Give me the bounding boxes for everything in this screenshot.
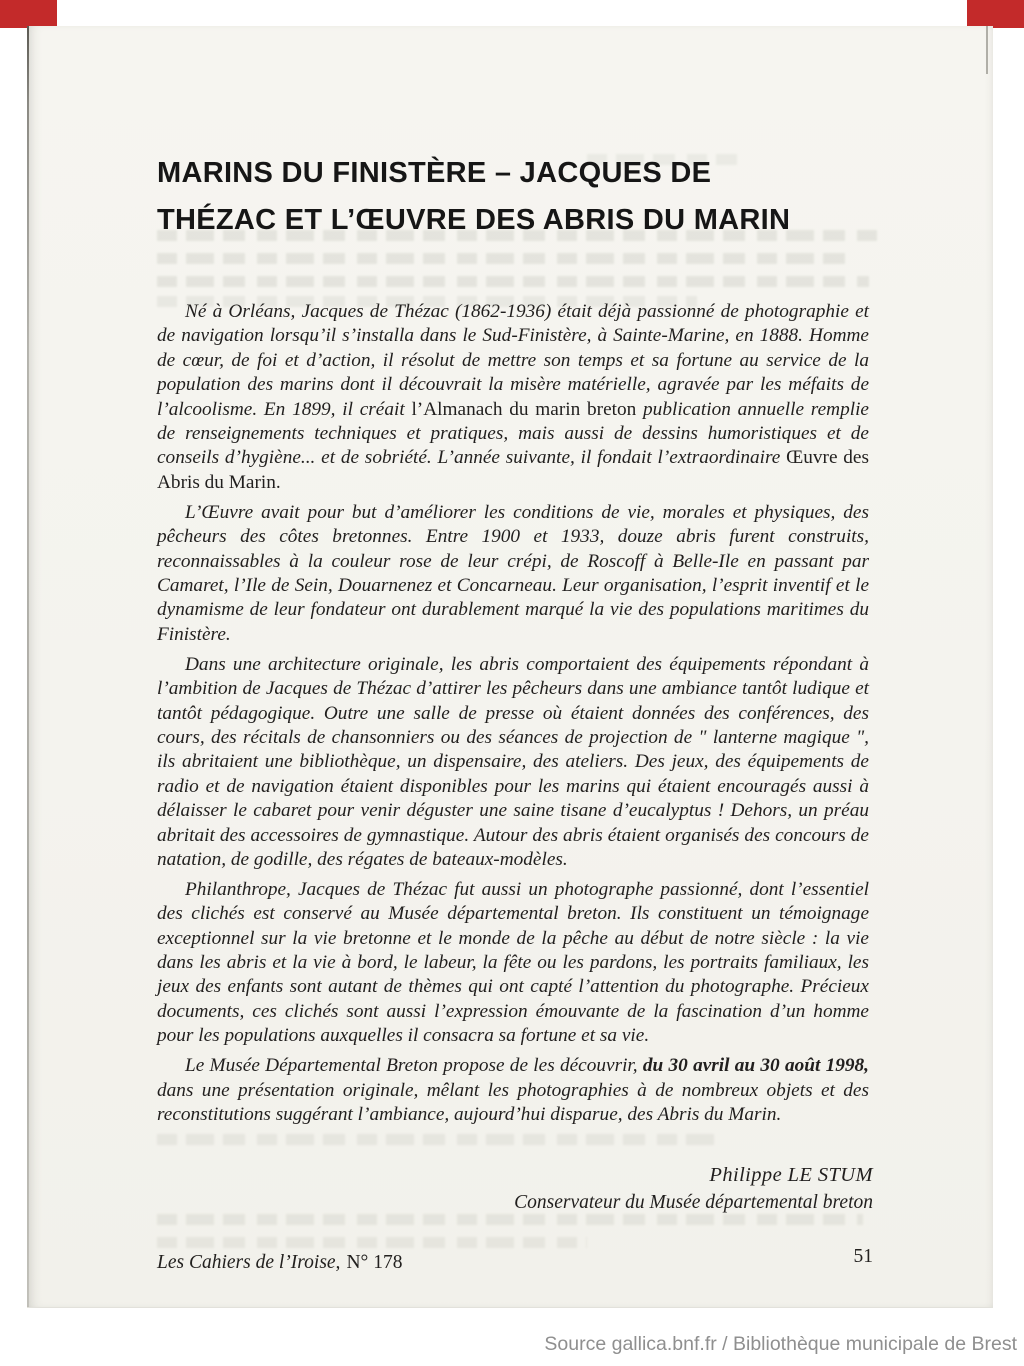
signature-name: Philippe LE STUM bbox=[709, 1164, 873, 1186]
title-line-1: MARINS DU FINISTÈRE – JACQUES DE bbox=[157, 157, 712, 189]
text-segment-roman: Œuvre des Abris du Marin. bbox=[157, 447, 869, 493]
paragraph-2 bbox=[157, 501, 869, 647]
text-segment-bold: du 30 avril au 30 août 1998, bbox=[642, 1055, 869, 1077]
corner-mark-right bbox=[967, 0, 1024, 28]
signature-role: Conservateur du Musée départemental breton bbox=[514, 1192, 873, 1213]
bleedthrough-artifact bbox=[157, 276, 869, 287]
page-footer bbox=[157, 1246, 873, 1274]
text-segment: Né à Orléans, Jacques de Thézac (1862-1936) était déjà passionné de photographie et de navigation lorsqu’il s’installa dans le Sud-Finistère, à Sainte-Marine, en 1888. Homme de cœur, de foi et d’action, il résolut de mettre son temps et sa fortune au service de la population des marins dont il découvrait la misère matérielle, agravée par les méfaits de l’alcoolisme. En 1899, il créait bbox=[157, 301, 869, 420]
journal-reference bbox=[157, 1252, 402, 1274]
page-number: 51 bbox=[853, 1246, 873, 1267]
corner-mark-left bbox=[0, 0, 57, 28]
page-edge-shadow-right bbox=[986, 26, 988, 74]
journal-title: Les Cahiers de l’Iroise, bbox=[157, 1252, 341, 1273]
paragraph-3 bbox=[157, 653, 869, 873]
text-segment: Le Musée Départemental Breton propose de les découvrir, bbox=[185, 1055, 643, 1077]
page-edge-shadow-left bbox=[27, 26, 29, 1307]
bleedthrough-artifact bbox=[157, 1214, 863, 1225]
paragraph-5 bbox=[157, 1054, 869, 1127]
text-segment-roman: l’Almanach du marin breton bbox=[411, 398, 637, 420]
source-attribution: Source gallica.bnf.fr / Bibliothèque municipale de Brest bbox=[544, 1333, 1017, 1355]
bleedthrough-artifact bbox=[157, 253, 857, 264]
document-title bbox=[157, 150, 897, 244]
signature-block bbox=[157, 1164, 873, 1214]
text-segment: publication annuelle remplie de renseignements techniques et pratiques, mais aussi de dessins humoristiques et de conseils d’hygiène... et de sobriété. L’année suivante, il fondait l’extraordinaire bbox=[157, 398, 869, 469]
paragraph-4 bbox=[157, 878, 869, 1049]
issue-number: N° 178 bbox=[346, 1252, 403, 1273]
scanned-page bbox=[27, 26, 993, 1308]
document-body bbox=[157, 300, 869, 1133]
paragraph-1 bbox=[157, 300, 869, 495]
title-line-2: THÉZAC ET L’ŒUVRE DES ABRIS DU MARIN bbox=[157, 204, 791, 236]
bleedthrough-artifact bbox=[157, 1237, 587, 1248]
text-segment: Dans une architecture originale, les abris comportaient des équipements répondant à l’ambition de Jacques de Thézac d’attirer les pêcheurs dans une ambiance tantôt ludique et tantôt pédagogique. Outre une salle de presse où étaient données des conférences, des cours, des récitals de chansonniers ou des séances de projection de " lanterne magique ", ils abritaient une bibliothèque, un dispensaire, des ateliers. Des jeux, des équipements de radio et de navigation étaient disponibles pour les marins qui étaient encouragés aussi à délaisser le cabaret pour venir déguster une saine tisane d’eucalyptus ! Dehors, un préau abritait des accessoires de gymnastique. Autour des abris étaient organisés des concours de natation, de godille, des régates de bateaux-modèles. bbox=[157, 653, 869, 870]
text-segment: dans une présentation originale, mêlant les photographies à de nombreux objets et des reconstitutions suggérant l’ambiance, aujourd’hui disparue, des Abris du Marin. bbox=[157, 1079, 869, 1125]
text-segment: Philanthrope, Jacques de Thézac fut aussi un photographe passionné, dont l’essentiel des clichés est conservé au Musée départemental breton. Ils constituent un témoignage exceptionnel sur la vie bretonne et le monde de la pêche au début de notre siècle : la vie dans les abris et la vie à bord, le labeur, la fête ou les pardons, les portraits familiaux, les jeux des enfants sont autant de thèmes qui ont capté l’attention du photographe. Précieux documents, ces clichés sont aussi l’expression émouvante de la fascination d’un homme pour les populations auxquelles il consacra sa fortune et sa vie. bbox=[157, 878, 869, 1047]
text-segment: L’Œuvre avait pour but d’améliorer les conditions de vie, morales et physiques, des pêcheurs des côtes bretonnes. Entre 1900 et 1933, douze abris furent construits, reconnaissables à la couleur rose de leur crépi, de Roscoff à Belle-Ile en passant par Camaret, l’Ile de Sein, Douarnenez et Concarneau. Leur organisation, l’esprit inventif et le dynamisme de leur fondateur ont durablement marqué la vie des populations maritimes du Finistère. bbox=[157, 501, 869, 645]
bleedthrough-artifact bbox=[157, 1134, 717, 1145]
